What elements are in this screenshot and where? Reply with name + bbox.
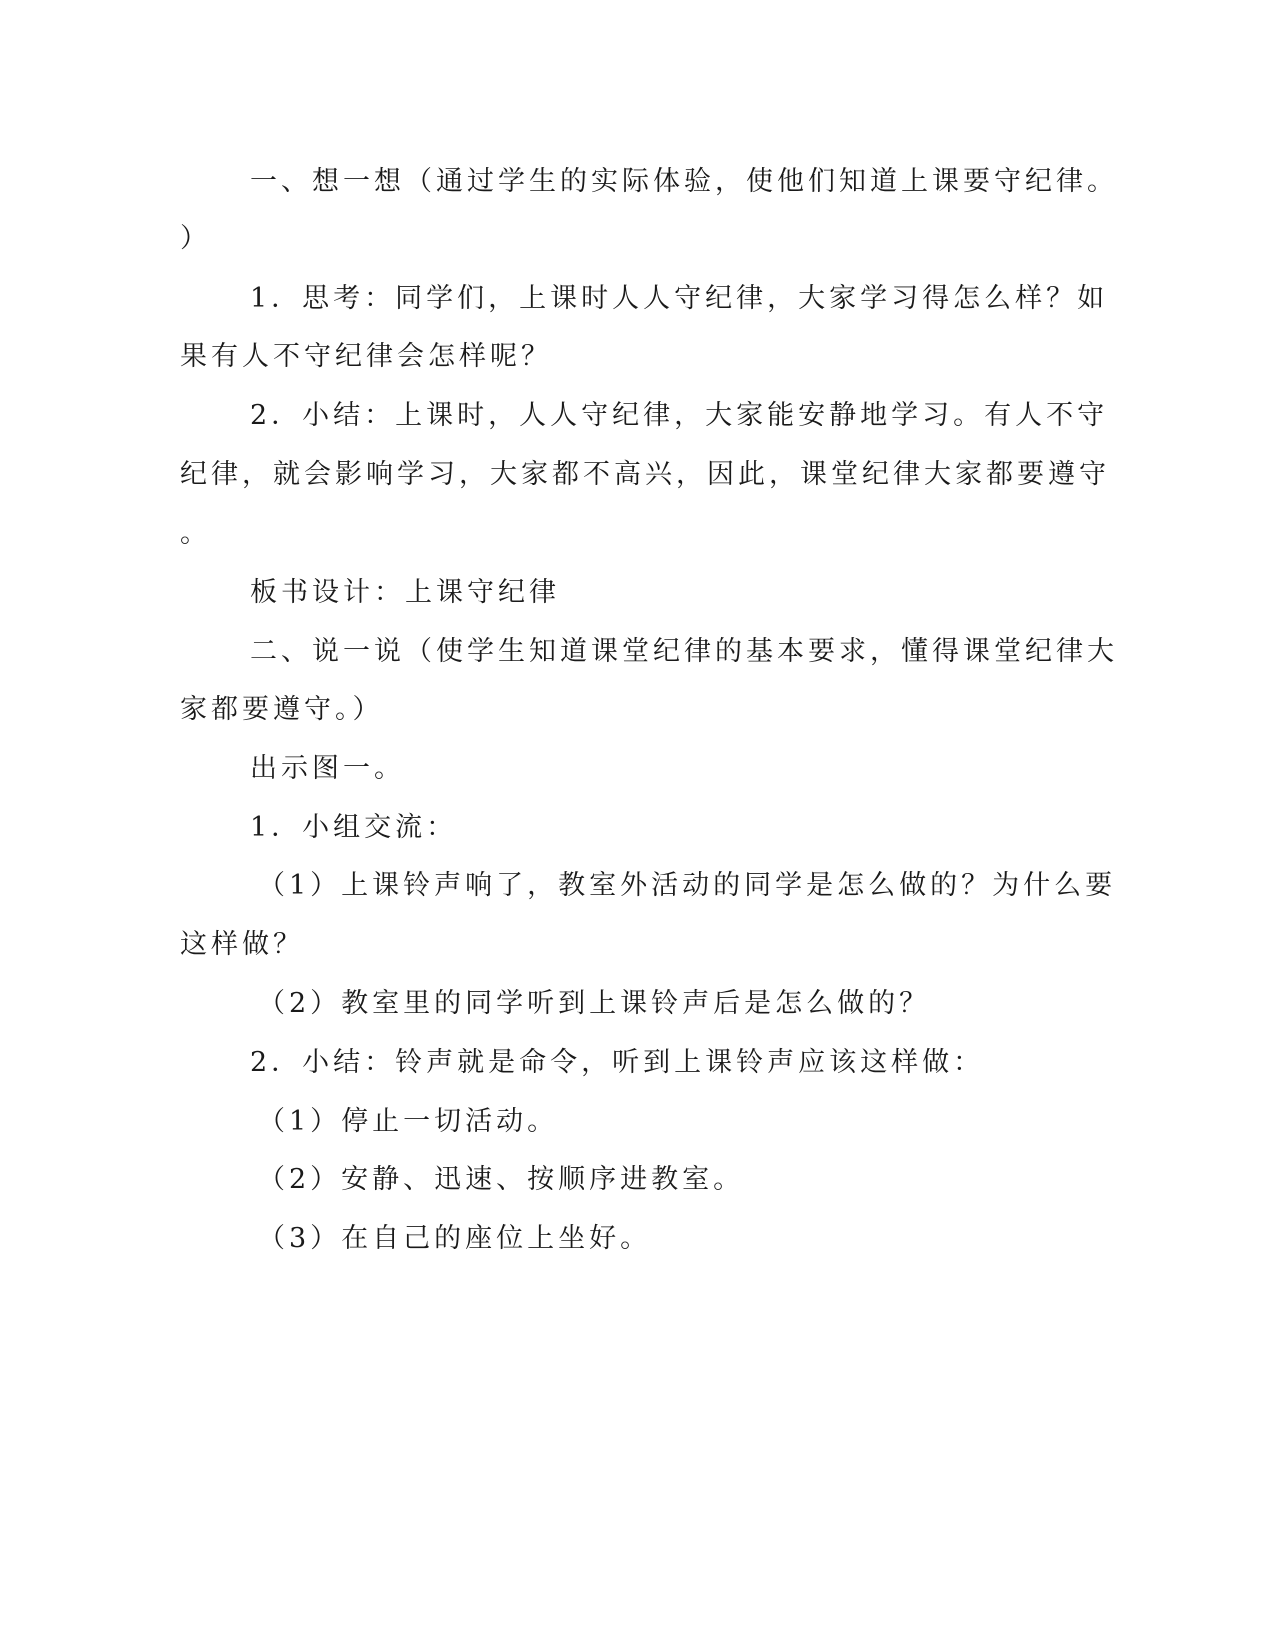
discussion-question-1-continued: 这样做？ [180,929,304,960]
think-question: 1．思考：同学们，上课时人人守纪律，大家学习得怎么样？如 [250,283,1109,314]
show-figure-one: 出示图一。 [250,753,405,784]
summary-one-period: 。 [180,518,211,549]
section-two-heading-continued: 家都要遵守。） [180,694,384,725]
discussion-question-1: （1）上课铃声响了，教室外活动的同学是怎么做的？为什么要 [258,870,1117,901]
group-discussion: 1．小组交流： [250,812,458,843]
summary-one-continued: 纪律，就会影响学习，大家都不高兴，因此，课堂纪律大家都要遵守 [180,459,1110,490]
think-question-continued: 果有人不守纪律会怎样呢？ [180,341,552,372]
blackboard-design: 板书设计：上课守纪律 [250,577,560,608]
summary-one: 2．小结：上课时，人人守纪律，大家能安静地学习。有人不守 [250,400,1109,431]
section-one-heading-continued: ） [180,223,211,254]
discussion-question-2: （2）教室里的同学听到上课铃声后是怎么做的？ [258,988,931,1019]
rule-3: （3）在自己的座位上坐好。 [258,1223,652,1254]
rule-2: （2）安静、迅速、按顺序进教室。 [258,1164,745,1195]
summary-two: 2．小结：铃声就是命令，听到上课铃声应该这样做： [250,1047,985,1078]
rule-1: （1）停止一切活动。 [258,1106,559,1137]
section-one-heading: 一、想一想（通过学生的实际体验，使他们知道上课要守纪律。 [250,166,1118,197]
section-two-heading: 二、说一说（使学生知道课堂纪律的基本要求，懂得课堂纪律大 [250,636,1118,667]
